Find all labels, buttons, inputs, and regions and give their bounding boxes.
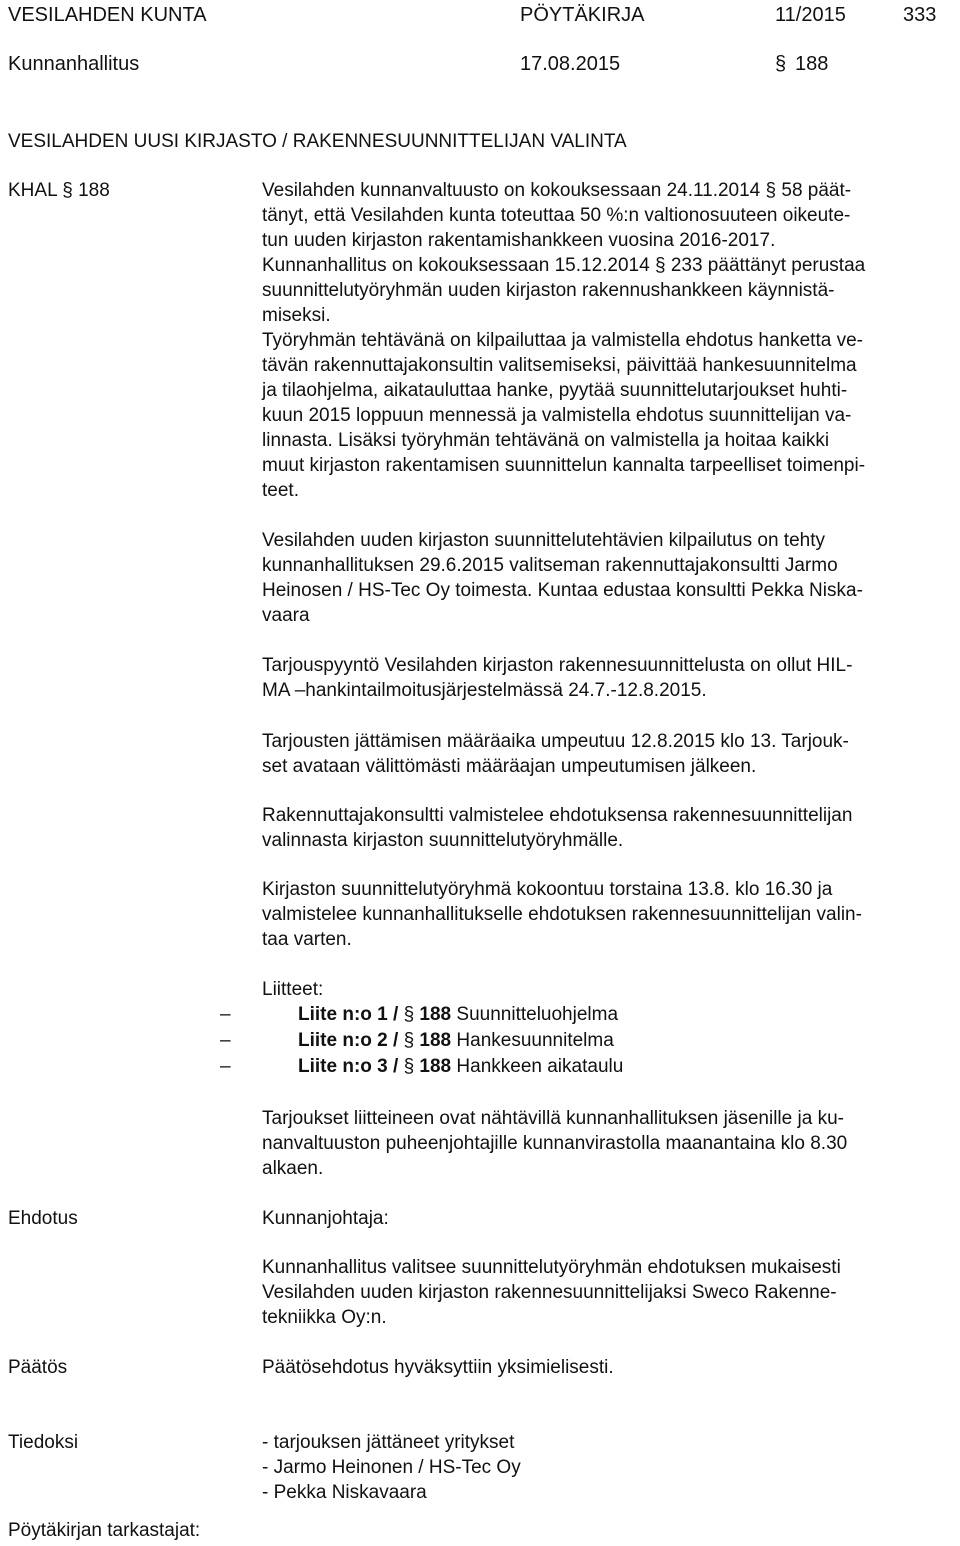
text-line: valmistelee kunnanhallitukselle ehdotuksen rakennesuunnittelijan valin-: [262, 904, 862, 925]
text-line: teet.: [262, 480, 299, 501]
list-item: - Jarmo Heinonen / HS-Tec Oy: [262, 1457, 521, 1478]
text-line: Kunnanhallitus on kokouksessaan 15.12.2014: [262, 255, 650, 276]
section-symbol: §: [403, 1004, 415, 1025]
list-dash: –: [220, 1030, 231, 1051]
text-line: alkaen.: [262, 1158, 324, 1179]
text-line: Vesilahden uuden kirjaston suunnittelutehtävien kilpailutus on tehty: [262, 530, 825, 551]
section-symbol: §: [765, 180, 777, 201]
khal-number: 188: [78, 180, 110, 201]
paragraph-deadline: [262, 729, 849, 779]
proposal-presenter: Kunnanjohtaja:: [262, 1208, 389, 1229]
paragraph-tender-request: [262, 653, 852, 703]
text-line: Tarjousten jättämisen määräaika umpeutuu 12.8.2015 klo 13. Tarjouk-: [262, 731, 849, 752]
attachment-item: [298, 1054, 623, 1079]
attachment-prefix: Liite n:o 1 /: [298, 1004, 399, 1025]
attachment-prefix: Liite n:o 2 /: [298, 1030, 399, 1051]
body-name: Kunnanhallitus: [8, 53, 140, 75]
list-item: - tarjouksen jättäneet yritykset: [262, 1432, 515, 1453]
text-line: kuun 2015 loppuun mennessä ja valmistella ehdotus suunnittelijan va-: [262, 405, 852, 426]
intro-paragraph: [262, 178, 865, 503]
text-line: valinnasta kirjaston suunnittelutyöryhmälle.: [262, 830, 624, 851]
paragraph-availability: [262, 1106, 847, 1181]
text-line: 58 päät-: [781, 180, 852, 201]
section-symbol: §: [62, 180, 73, 201]
doc-type: PÖYTÄKIRJA: [520, 4, 645, 26]
text-line: miseksi.: [262, 305, 331, 326]
khal-label: KHAL: [8, 180, 57, 201]
text-line: muut kirjaston rakentamisen suunnittelun kannalta tarpeelliset toimenpi-: [262, 455, 866, 476]
section-symbol: §: [403, 1030, 415, 1051]
text-line: Kunnanhallitus valitsee suunnittelutyöryhmän ehdotuksen mukaisesti: [262, 1257, 841, 1278]
section-number: 188: [795, 53, 829, 75]
list-dash: –: [220, 1056, 231, 1077]
text-line: Kirjaston suunnittelutyöryhmä kokoontuu torstaina 13.8. klo 16.30 ja: [262, 879, 833, 900]
text-line: MA –hankintailmoitusjärjestelmässä 24.7.-12.8.2015.: [262, 680, 707, 701]
paragraph-consultant: [262, 803, 852, 853]
khal-reference: [8, 178, 110, 203]
text-line: Heinosen / HS-Tec Oy toimesta. Kuntaa edustaa konsultti Pekka Niska-: [262, 580, 863, 601]
attachment-item: [298, 1028, 614, 1053]
org-name: VESILAHDEN KUNTA: [8, 4, 207, 26]
text-line: set avataan välittömästi määräajan umpeutumisen jälkeen.: [262, 756, 757, 777]
proposal-label: Ehdotus: [8, 1208, 78, 1229]
attachment-name: Hankkeen aikataulu: [456, 1056, 624, 1077]
doc-number: 11/2015: [775, 4, 846, 26]
text-line: ja tilaohjelma, aikatauluttaa hanke, pyytää suunnittelutarjoukset huhti-: [262, 380, 848, 401]
text-line: tänyt, että Vesilahden kunta toteuttaa 50 %:n valtionosuuteen oikeute-: [262, 205, 851, 226]
text-line: Rakennuttajakonsultti valmistelee ehdotuksensa rakennesuunnittelijan: [262, 805, 853, 826]
text-line: tekniikka Oy:n.: [262, 1307, 387, 1328]
section-symbol: §: [775, 53, 787, 75]
text-line: Vesilahden uuden kirjaston rakennesuunnittelijaksi Sweco Rakenne-: [262, 1282, 837, 1303]
text-line: suunnittelutyöryhmän uuden kirjaston rakennushankkeen käynnistä-: [262, 280, 835, 301]
text-line: Vesilahden kunnanvaltuusto on kokouksessaan 24.11.2014: [262, 180, 761, 201]
attachment-name: Suunnitteluohjelma: [456, 1004, 619, 1025]
minutes-checkers-label: Pöytäkirjan tarkastajat:: [8, 1520, 201, 1541]
attachment-name: Hankesuunnitelma: [456, 1030, 614, 1051]
section-symbol: §: [654, 255, 666, 276]
decision-label: Päätös: [8, 1357, 68, 1378]
text-line: Työryhmän tehtävänä on kilpailuttaa ja valmistella ehdotus hanketta ve-: [262, 330, 863, 351]
text-line: tun uuden kirjaston rakentamishankkeen vuosina 2016-2017.: [262, 230, 776, 251]
page-number: 333: [903, 4, 937, 26]
text-line: linnasta. Lisäksi työryhmän tehtävänä on valmistella ja hoitaa kaikki: [262, 430, 830, 451]
proposal-text: [262, 1255, 841, 1330]
paragraph-working-group: [262, 877, 862, 952]
section-symbol: §: [403, 1056, 415, 1077]
decision-text: Päätösehdotus hyväksyttiin yksimielisesti.: [262, 1357, 614, 1378]
item-title: VESILAHDEN UUSI KIRJASTO / RAKENNESUUNNITTELIJAN VALINTA: [8, 131, 627, 152]
meeting-date: 17.08.2015: [520, 53, 621, 75]
list-dash: –: [220, 1004, 231, 1025]
text-line: 233 päättänyt perustaa: [670, 255, 866, 276]
attachments-heading: Liitteet:: [262, 979, 324, 1000]
paragraph-competition: [262, 528, 863, 628]
list-item: - Pekka Niskavaara: [262, 1482, 427, 1503]
attachment-number: 188: [419, 1056, 452, 1077]
attachment-prefix: Liite n:o 3 /: [298, 1056, 399, 1077]
recipients-label: Tiedoksi: [8, 1432, 79, 1453]
text-line: kunnanhallituksen 29.6.2015 valitseman rakennuttajakonsultti Jarmo: [262, 555, 838, 576]
text-line: Tarjouspyyntö Vesilahden kirjaston rakennesuunnittelusta on ollut HIL-: [262, 655, 853, 676]
text-line: Tarjoukset liitteineen ovat nähtävillä kunnanhallituksen jäsenille ja ku-: [262, 1108, 844, 1129]
attachment-number: 188: [419, 1030, 452, 1051]
text-line: nanvaltuuston puheenjohtajille kunnanvirastolla maanantaina klo 8.30: [262, 1133, 848, 1154]
attachment-number: 188: [419, 1004, 452, 1025]
attachment-item: [298, 1002, 618, 1027]
text-line: vaara: [262, 605, 310, 626]
text-line: tävän rakennuttajakonsultin valitsemiseksi, päivittää hankesuunnitelma: [262, 355, 857, 376]
recipients-list: [262, 1430, 521, 1505]
text-line: taa varten.: [262, 929, 352, 950]
